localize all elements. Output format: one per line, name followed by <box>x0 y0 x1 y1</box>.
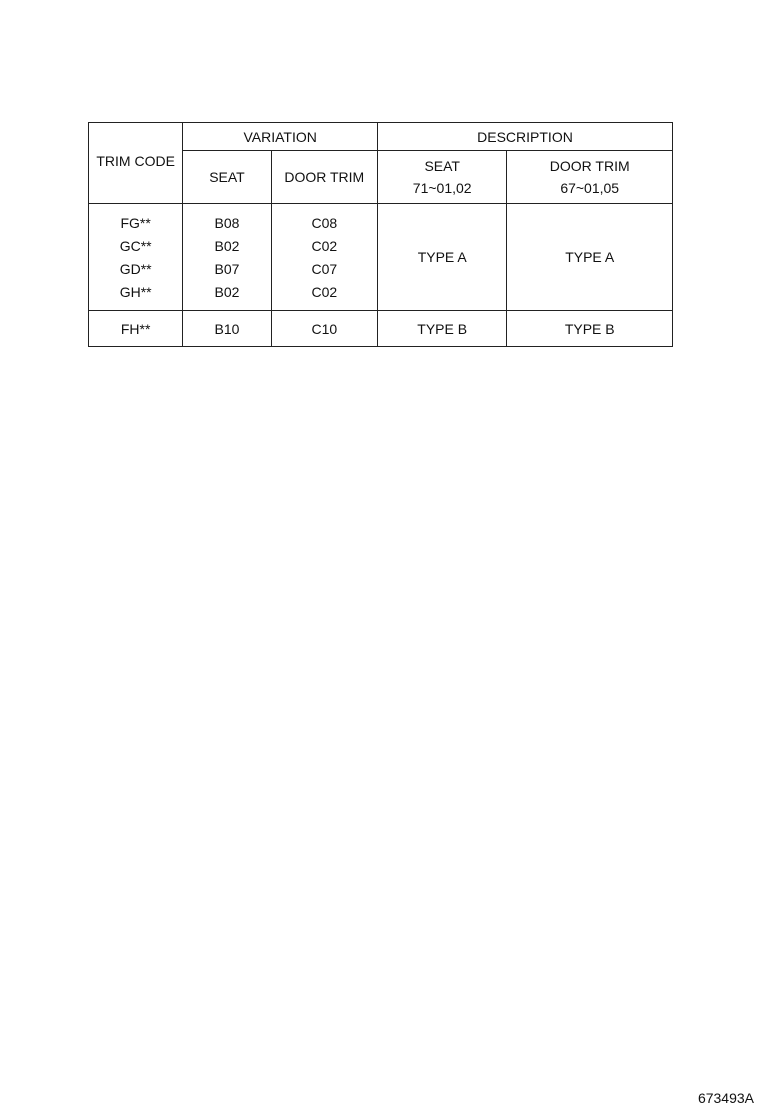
header-description-seat <box>377 151 506 204</box>
header-description: DESCRIPTION <box>377 123 672 151</box>
cell-door-trim-b: C10 <box>271 311 377 347</box>
cell-description-door-trim-a: TYPE A <box>507 204 673 311</box>
table-row-group-b <box>89 311 673 347</box>
header-description-seat-range: 71~01,02 <box>412 180 472 196</box>
header-row-1 <box>89 123 673 151</box>
header-description-door-trim-label: DOOR TRIM <box>549 158 630 174</box>
header-variation: VARIATION <box>183 123 378 151</box>
seat-code: B02 <box>214 237 240 254</box>
trim-variation-table <box>88 122 673 347</box>
seat-code: B07 <box>214 260 240 277</box>
header-variation-seat: SEAT <box>183 151 271 204</box>
cell-description-door-trim-b: TYPE B <box>507 311 673 347</box>
door-trim-code: C08 <box>311 214 338 231</box>
figure-id: 673493A <box>697 1090 754 1106</box>
cell-trim-codes-a <box>89 204 183 311</box>
door-trim-code: C02 <box>311 237 338 254</box>
cell-description-seat-b: TYPE B <box>377 311 506 347</box>
seat-code: B08 <box>214 214 240 231</box>
header-description-seat-label: SEAT <box>424 158 460 174</box>
seat-code: B02 <box>214 283 240 300</box>
cell-description-seat-a: TYPE A <box>377 204 506 311</box>
trim-code: GH** <box>119 283 152 300</box>
table-row-group-a <box>89 204 673 311</box>
cell-door-trims-a <box>271 204 377 311</box>
trim-code: GD** <box>119 260 152 277</box>
cell-trim-code-b: FH** <box>89 311 183 347</box>
cell-seats-a <box>183 204 271 311</box>
door-trim-code: C07 <box>311 260 338 277</box>
header-description-door-trim <box>507 151 673 204</box>
trim-code: FG** <box>120 214 151 231</box>
header-variation-door-trim: DOOR TRIM <box>271 151 377 204</box>
door-trim-code: C02 <box>311 283 338 300</box>
trim-code: GC** <box>119 237 152 254</box>
header-trim-code: TRIM CODE <box>89 123 183 204</box>
cell-seat-b: B10 <box>183 311 271 347</box>
header-description-door-trim-range: 67~01,05 <box>560 180 620 196</box>
